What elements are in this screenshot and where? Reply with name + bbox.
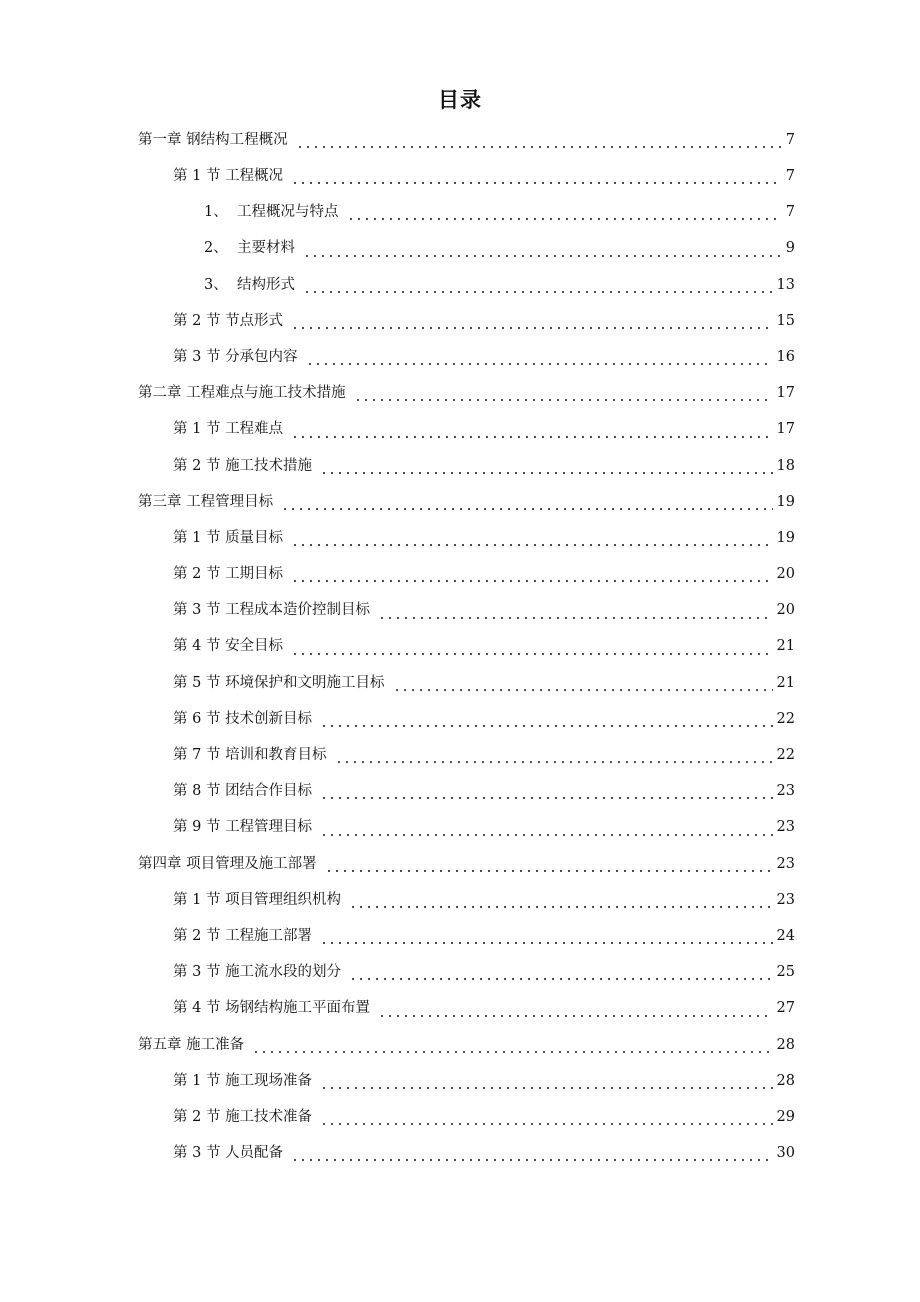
toc-dot-leader [281,499,772,513]
toc-dot-leader [303,246,782,260]
toc-entry-number: 第 4 节 [173,1000,226,1017]
toc-entry[interactable] [0,339,920,375]
toc-entry-page-number: 28 [776,1072,795,1089]
toc-entry-number: 第 7 节 [173,747,226,764]
toc-entry-number: 第 2 节 [173,927,226,944]
toc-entry-label: 结构形式 [237,276,295,293]
toc-dot-leader [354,390,773,404]
toc-entry-label: 工程管理目标 [225,819,313,836]
toc-entry-number: 1、 [204,204,228,221]
toc-entry-page-number: 7 [785,168,795,185]
toc-dot-leader [320,1078,772,1092]
toc-dot-leader [320,1114,772,1128]
toc-entry-number: 第一章 [138,131,187,148]
toc-entry-label: 培训和教育目标 [225,747,327,764]
toc-list [0,122,920,1171]
toc-entry-number: 第 4 节 [173,638,226,655]
toc-entry[interactable] [0,665,920,701]
toc-entry[interactable] [0,592,920,628]
toc-dot-leader [349,897,772,911]
toc-entry-page-number: 21 [776,674,795,691]
toc-entry-label: 项目管理组织机构 [225,891,342,908]
toc-dot-leader [306,354,773,368]
toc-entry[interactable] [0,412,920,448]
toc-entry[interactable] [0,158,920,194]
toc-entry-label: 施工技术措施 [225,457,313,474]
toc-entry[interactable] [0,520,920,556]
toc-entry-label: 钢结构工程概况 [186,131,288,148]
toc-entry-number: 第 3 节 [173,348,226,365]
toc-entry-number: 第 1 节 [173,891,226,908]
toc-entry-label: 施工现场准备 [225,1072,313,1089]
toc-entry-number: 第 1 节 [173,421,226,438]
toc-dot-leader [378,608,772,622]
toc-entry-page-number: 20 [776,566,795,583]
toc-entry[interactable] [0,918,920,954]
toc-dot-leader [296,137,782,151]
toc-entry-label: 分承包内容 [225,348,298,365]
toc-entry-number: 第 1 节 [173,168,226,185]
toc-entry[interactable] [0,122,920,158]
toc-entry-label: 项目管理及施工部署 [186,855,317,872]
toc-dot-leader [291,1150,772,1164]
toc-entry-label: 工程难点 [225,421,284,438]
toc-entry-page-number: 19 [776,529,795,546]
toc-dot-leader [252,1042,772,1056]
toc-entry-page-number: 7 [785,131,795,148]
toc-entry-page-number: 24 [776,927,795,944]
toc-entry-number: 第 2 节 [173,457,226,474]
toc-entry-page-number: 20 [776,602,795,619]
toc-entry-label: 工程概况与特点 [237,204,339,221]
toc-entry-number: 第四章 [138,855,187,872]
toc-entry-page-number: 27 [776,1000,795,1017]
toc-entry[interactable] [0,1135,920,1171]
toc-entry[interactable] [0,448,920,484]
toc-entry-label: 工程难点与施工技术措施 [186,385,346,402]
toc-entry-page-number: 30 [776,1145,795,1162]
toc-dot-leader [325,861,773,875]
toc-entry-page-number: 23 [776,891,795,908]
toc-dot-leader [320,716,772,730]
toc-entry-page-number: 28 [776,1036,795,1053]
toc-entry-page-number: 13 [776,276,795,293]
toc-entry[interactable] [0,882,920,918]
toc-entry[interactable] [0,701,920,737]
toc-entry-label: 工程施工部署 [225,927,313,944]
toc-entry-page-number: 17 [776,385,795,402]
toc-entry-page-number: 9 [785,240,795,257]
toc-dot-leader [320,788,772,802]
toc-title: 目录 [438,88,482,112]
toc-entry-label: 人员配备 [225,1145,284,1162]
toc-entry-page-number: 18 [776,457,795,474]
toc-entry-label: 节点形式 [225,312,284,329]
toc-entry-number: 第 5 节 [173,674,226,691]
toc-dot-leader [320,933,772,947]
toc-entry-page-number: 21 [776,638,795,655]
toc-entry-page-number: 25 [776,964,795,981]
toc-entry-label: 工程成本造价控制目标 [225,602,371,619]
toc-dot-leader [378,1006,772,1020]
toc-entry-label: 工期目标 [225,566,284,583]
toc-entry-label: 团结合作目标 [225,783,313,800]
toc-entry[interactable] [0,810,920,846]
toc-entry-number: 第 3 节 [173,602,226,619]
toc-entry[interactable] [0,375,920,411]
toc-entry-page-number: 22 [776,747,795,764]
toc-entry[interactable] [0,194,920,230]
toc-entry[interactable] [0,773,920,809]
toc-entry-number: 第 3 节 [173,964,226,981]
toc-entry-number: 第 6 节 [173,710,226,727]
toc-entry-label: 质量目标 [225,529,284,546]
toc-entry-page-number: 16 [776,348,795,365]
toc-entry-number: 3、 [204,276,228,293]
toc-entry-page-number: 23 [776,783,795,800]
toc-entry[interactable] [0,737,920,773]
toc-entry-label: 主要材料 [237,240,295,257]
toc-entry-page-number: 19 [776,493,795,510]
toc-entry-number: 第 3 节 [173,1145,226,1162]
toc-entry-page-number: 7 [785,204,795,221]
toc-entry-label: 工程管理目标 [186,493,274,510]
toc-dot-leader [349,969,772,983]
toc-entry-number: 第 1 节 [173,529,226,546]
toc-entry-number: 第 2 节 [173,1108,226,1125]
toc-dot-leader [291,644,772,658]
toc-entry[interactable] [0,1027,920,1063]
toc-dot-leader [320,463,772,477]
toc-dot-leader [291,535,772,549]
toc-dot-leader [291,318,772,332]
toc-entry[interactable] [0,846,920,882]
toc-dot-leader [393,680,773,694]
toc-dot-leader [303,282,773,296]
toc-entry-page-number: 23 [776,855,795,872]
toc-entry-number: 第 2 节 [173,566,226,583]
toc-entry-number: 第三章 [138,493,187,510]
toc-entry-number: 第 2 节 [173,312,226,329]
toc-entry[interactable] [0,629,920,665]
toc-entry[interactable] [0,556,920,592]
toc-entry-page-number: 17 [776,421,795,438]
toc-entry-page-number: 22 [776,710,795,727]
toc-entry-number: 第 9 节 [173,819,226,836]
toc-entry-label: 工程概况 [225,168,284,185]
toc-entry[interactable] [0,484,920,520]
toc-entry[interactable] [0,954,920,990]
toc-entry-page-number: 23 [776,819,795,836]
toc-entry[interactable] [0,231,920,267]
toc-dot-leader [291,427,772,441]
toc-entry-number: 第二章 [138,385,187,402]
toc-dot-leader [320,825,772,839]
toc-entry-label: 施工流水段的划分 [225,964,342,981]
toc-entry-page-number: 15 [776,312,795,329]
toc-entry-label: 场钢结构施工平面布置 [225,1000,371,1017]
toc-entry[interactable] [0,991,920,1027]
toc-entry-number: 2、 [204,240,228,257]
toc-entry[interactable] [0,267,920,303]
toc-entry-label: 施工准备 [186,1036,245,1053]
toc-dot-leader [347,209,782,223]
toc-entry-label: 技术创新目标 [225,710,313,727]
toc-dot-leader [291,173,782,187]
toc-entry-number: 第五章 [138,1036,187,1053]
toc-entry-number: 第 8 节 [173,783,226,800]
toc-entry[interactable] [0,1063,920,1099]
toc-dot-leader [335,752,773,766]
toc-entry-label: 安全目标 [225,638,284,655]
toc-entry[interactable] [0,1099,920,1135]
toc-entry-page-number: 29 [776,1108,795,1125]
toc-entry-number: 第 1 节 [173,1072,226,1089]
toc-entry-label: 环境保护和文明施工目标 [225,674,385,691]
toc-dot-leader [291,571,772,585]
toc-entry-label: 施工技术准备 [225,1108,313,1125]
toc-entry[interactable] [0,303,920,339]
